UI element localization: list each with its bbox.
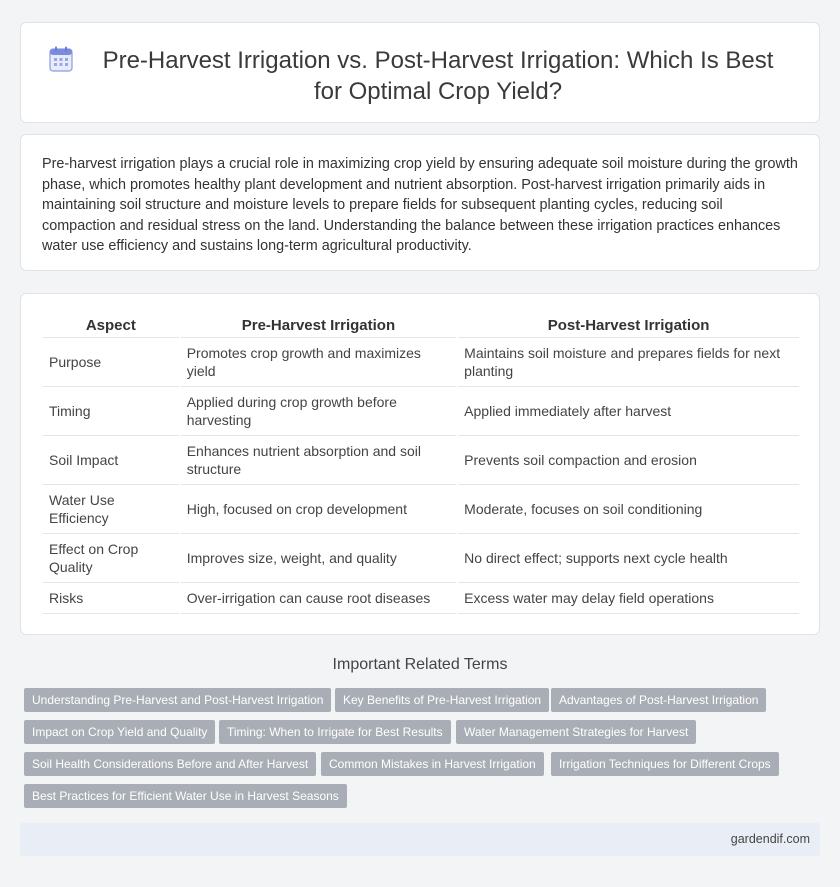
table-cell: Applied during crop growth before harvesting (180, 386, 457, 435)
table-header-cell: Post-Harvest Irrigation (457, 315, 799, 337)
table-cell: Maintains soil moisture and prepares fields for next planting (457, 337, 799, 386)
related-tag[interactable]: Irrigation Techniques for Different Crops (551, 752, 779, 776)
site-link[interactable]: gardendif.com (730, 832, 810, 846)
table-cell: No direct effect; supports next cycle health (457, 533, 799, 582)
table-row (43, 435, 799, 484)
footer-bar (20, 823, 820, 856)
table-cell: Water Use Efficiency (43, 484, 180, 533)
table-cell: Over-irrigation can cause root diseases (180, 582, 457, 613)
table-cell: Effect on Crop Quality (43, 533, 180, 582)
table-cell: Improves size, weight, and quality (180, 533, 457, 582)
comparison-table-card (20, 293, 820, 635)
related-tag[interactable]: Timing: When to Irrigate for Best Results (219, 720, 451, 744)
table-cell: Risks (43, 582, 180, 613)
table-cell: Moderate, focuses on soil conditioning (457, 484, 799, 533)
table-cell: Timing (43, 386, 180, 435)
table-cell: Enhances nutrient absorption and soil structure (180, 435, 457, 484)
related-tag[interactable]: Understanding Pre-Harvest and Post-Harvest Irrigation (24, 688, 331, 712)
table-row (43, 337, 799, 386)
table-header-cell: Pre-Harvest Irrigation (180, 315, 457, 337)
related-tag[interactable]: Advantages of Post-Harvest Irrigation (551, 688, 766, 712)
table-cell: Promotes crop growth and maximizes yield (180, 337, 457, 386)
comparison-table (43, 315, 799, 614)
table-cell: Purpose (43, 337, 180, 386)
table-cell: Soil Impact (43, 435, 180, 484)
intro-paragraph: Pre-harvest irrigation plays a crucial role in maximizing crop yield by ensuring adequate soil moisture during the growth phase, which promotes healthy plant development and nutrient absorption. Post-harvest irrigation primarily aids in maintaining soil structure and moisture levels to prepare fields for subsequent planting cycles, reducing soil compaction and residual stress on the land. Understanding the balance between these irrigation practices enhances water use efficiency and sustains long-term agricultural productivity. (42, 156, 798, 254)
intro-card (20, 134, 820, 271)
related-tag[interactable]: Impact on Crop Yield and Quality (24, 720, 215, 744)
table-cell: Excess water may delay field operations (457, 582, 799, 613)
related-tag[interactable]: Soil Health Considerations Before and After Harvest (24, 752, 316, 776)
table-row (43, 533, 799, 582)
table-header-cell: Aspect (43, 315, 180, 337)
table-row (43, 582, 799, 613)
table-row (43, 484, 799, 533)
related-tag[interactable]: Best Practices for Efficient Water Use in Harvest Seasons (24, 784, 347, 808)
table-header-row (43, 315, 799, 337)
related-tag[interactable]: Water Management Strategies for Harvest (456, 720, 696, 744)
table-cell: Prevents soil compaction and erosion (457, 435, 799, 484)
related-tag[interactable]: Key Benefits of Pre-Harvest Irrigation (335, 688, 549, 712)
header-card (20, 22, 820, 123)
table-cell: High, focused on crop development (180, 484, 457, 533)
table-row (43, 386, 799, 435)
related-terms-title: Important Related Terms (332, 656, 508, 673)
page-title: Pre-Harvest Irrigation vs. Post-Harvest Irrigation: Which Is Best for Optimal Crop Yield? (102, 47, 774, 105)
related-tag[interactable]: Common Mistakes in Harvest Irrigation (321, 752, 544, 776)
table-cell: Applied immediately after harvest (457, 386, 799, 435)
